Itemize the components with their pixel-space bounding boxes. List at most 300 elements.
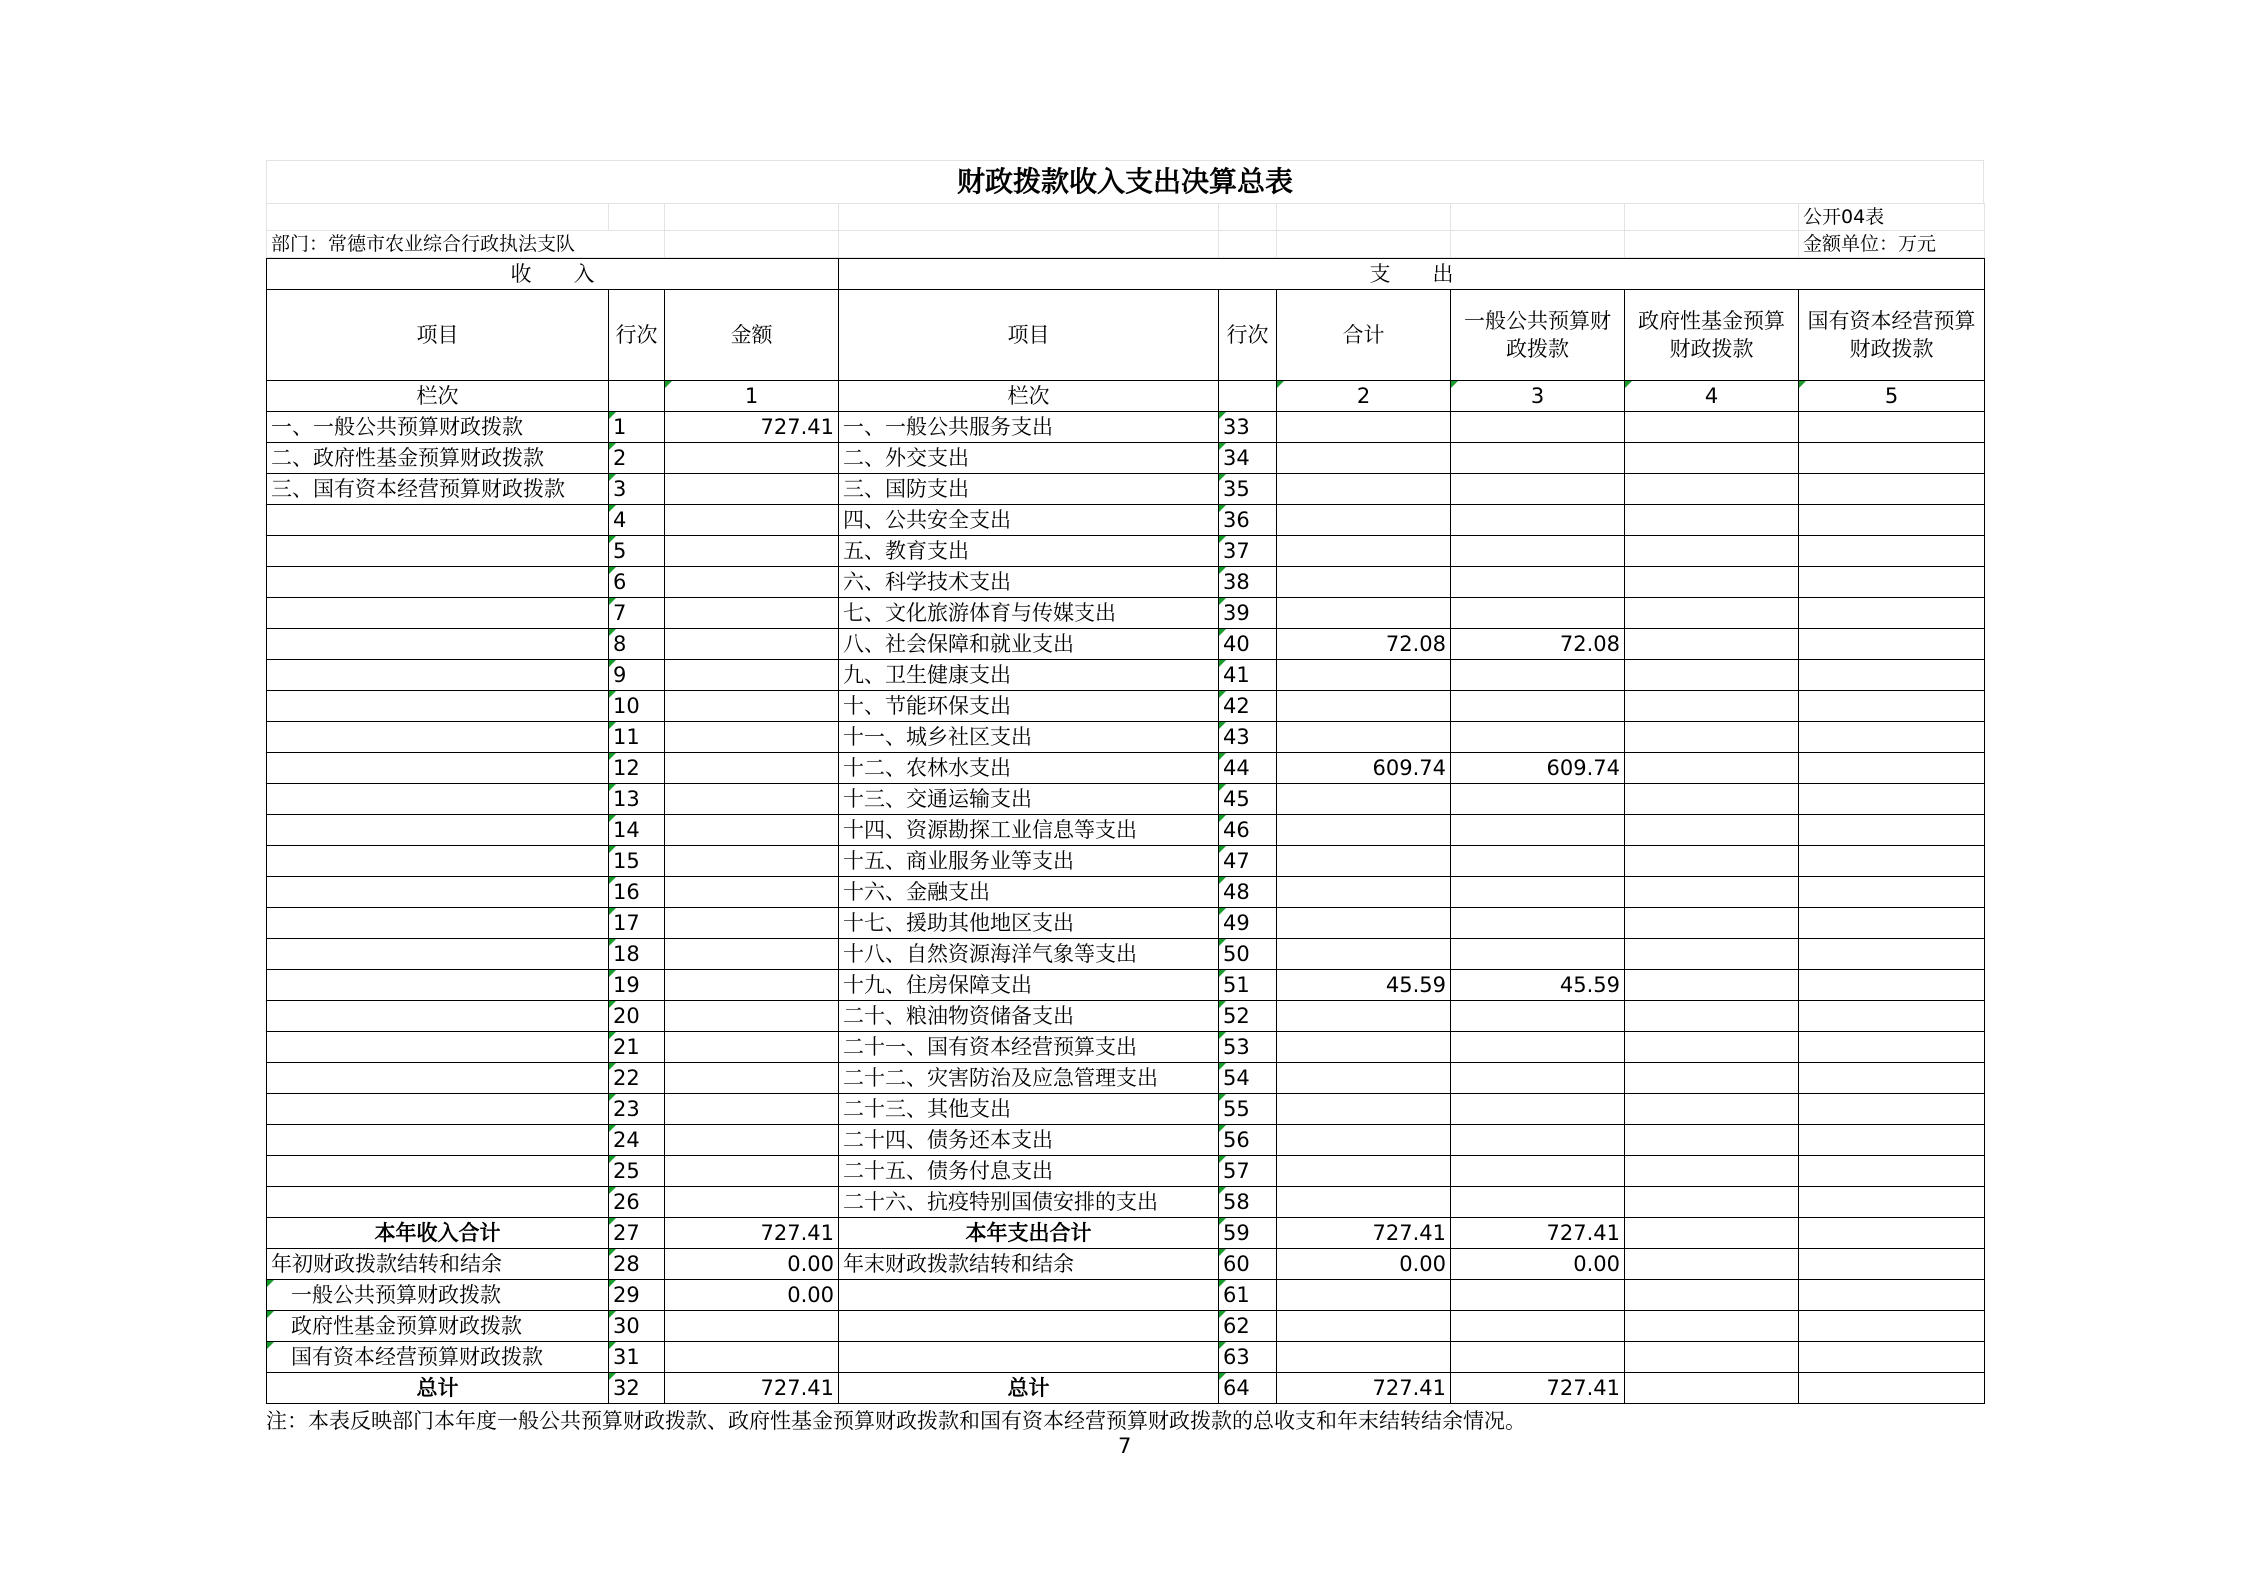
cell-general <box>1451 1187 1625 1218</box>
cell-in-amt: 727.41 <box>665 412 839 443</box>
cell-state <box>1799 660 1985 691</box>
table-row <box>267 970 1985 1001</box>
cell-in-no: 11 <box>609 722 665 753</box>
cell-ex-no: 49 <box>1219 908 1277 939</box>
cell-total <box>1277 505 1451 536</box>
sub1-no: 29 <box>609 1280 665 1311</box>
cell-ex-item: 二十三、其他支出 <box>839 1094 1219 1125</box>
cell-in-no: 16 <box>609 877 665 908</box>
cell-ex-no: 42 <box>1219 691 1277 722</box>
cell-ex-item: 八、社会保障和就业支出 <box>839 629 1219 660</box>
expense-total-no: 59 <box>1219 1218 1277 1249</box>
cell-total <box>1277 412 1451 443</box>
cell-in-amt <box>665 536 839 567</box>
cell-fund <box>1625 939 1799 970</box>
cell-ex-item: 二十二、灾害防治及应急管理支出 <box>839 1063 1219 1094</box>
cell-general <box>1451 846 1625 877</box>
table-row <box>267 629 1985 660</box>
cell-state <box>1799 722 1985 753</box>
cell-state <box>1799 939 1985 970</box>
expense-total-label: 本年支出合计 <box>839 1218 1219 1249</box>
cell-total <box>1277 908 1451 939</box>
main-table <box>266 258 1985 1404</box>
cell-ex-no: 35 <box>1219 474 1277 505</box>
cell-in-amt <box>665 1063 839 1094</box>
cell-fund <box>1625 443 1799 474</box>
cell-in-no: 10 <box>609 691 665 722</box>
cell-general <box>1451 1032 1625 1063</box>
report-title: 财政拨款收入支出决算总表 <box>266 160 1984 203</box>
cell-in-item <box>267 908 609 939</box>
cell-ex-item: 九、卫生健康支出 <box>839 660 1219 691</box>
table-row <box>267 1001 1985 1032</box>
grand-total-ex-label: 总计 <box>839 1373 1219 1404</box>
cell-total <box>1277 784 1451 815</box>
cell-ex-item: 一、一般公共服务支出 <box>839 412 1219 443</box>
cell-in-amt <box>665 970 839 1001</box>
cell-in-item <box>267 815 609 846</box>
cell-in-no: 21 <box>609 1032 665 1063</box>
cell-ex-no: 39 <box>1219 598 1277 629</box>
cell-state <box>1799 567 1985 598</box>
col-index-2: 2 <box>1277 381 1451 412</box>
table-row <box>267 660 1985 691</box>
table-row <box>267 1156 1985 1187</box>
cell-total <box>1277 1187 1451 1218</box>
table-row <box>267 846 1985 877</box>
cell-general <box>1451 443 1625 474</box>
cell-in-amt <box>665 691 839 722</box>
grand-total-no: 32 <box>609 1373 665 1404</box>
cell-in-no: 8 <box>609 629 665 660</box>
table-row <box>267 412 1985 443</box>
cell-in-item <box>267 1032 609 1063</box>
carry-out-label: 年末财政拨款结转和结余 <box>839 1249 1219 1280</box>
cell-in-item <box>267 505 609 536</box>
cell-fund <box>1625 815 1799 846</box>
cell-fund <box>1625 1063 1799 1094</box>
cell-fund <box>1625 970 1799 1001</box>
cell-state <box>1799 691 1985 722</box>
table-row <box>267 536 1985 567</box>
cell-in-amt <box>665 815 839 846</box>
cell-in-amt <box>665 753 839 784</box>
cell-in-item <box>267 1094 609 1125</box>
sub2-no: 30 <box>609 1311 665 1342</box>
cell-in-no: 6 <box>609 567 665 598</box>
cell-fund <box>1625 660 1799 691</box>
cell-general <box>1451 939 1625 970</box>
cell-ex-item: 十五、商业服务业等支出 <box>839 846 1219 877</box>
cell-in-item: 三、国有资本经营预算财政拨款 <box>267 474 609 505</box>
expense-section-header: 支 出 <box>839 259 1985 290</box>
cell-total: 72.08 <box>1277 629 1451 660</box>
cell-in-no: 26 <box>609 1187 665 1218</box>
cell-general <box>1451 1125 1625 1156</box>
cell-total: 45.59 <box>1277 970 1451 1001</box>
cell-ex-no: 52 <box>1219 1001 1277 1032</box>
cell-in-item <box>267 660 609 691</box>
unit-label: 金额单位：万元 <box>1799 231 1985 258</box>
cell-total <box>1277 1156 1451 1187</box>
cell-in-no: 17 <box>609 908 665 939</box>
income-section-header: 收 入 <box>267 259 839 290</box>
cell-fund <box>1625 412 1799 443</box>
cell-ex-item: 十三、交通运输支出 <box>839 784 1219 815</box>
cell-in-amt <box>665 1156 839 1187</box>
cell-general <box>1451 505 1625 536</box>
cell-in-item <box>267 1063 609 1094</box>
cell-in-item <box>267 970 609 1001</box>
cell-in-amt <box>665 1187 839 1218</box>
cell-fund <box>1625 1125 1799 1156</box>
expense-total-general: 727.41 <box>1451 1218 1625 1249</box>
cell-ex-no: 43 <box>1219 722 1277 753</box>
header-general: 一般公共预算财政拨款 <box>1451 290 1625 381</box>
cell-ex-no: 55 <box>1219 1094 1277 1125</box>
sub2-label: 政府性基金预算财政拨款 <box>267 1311 609 1342</box>
cell-in-item <box>267 536 609 567</box>
cell-fund <box>1625 784 1799 815</box>
cell-in-no: 4 <box>609 505 665 536</box>
report-sheet <box>266 160 1984 1404</box>
cell-in-item <box>267 846 609 877</box>
table-body <box>267 412 1985 1218</box>
cell-ex-no: 46 <box>1219 815 1277 846</box>
cell-general: 72.08 <box>1451 629 1625 660</box>
cell-in-no: 9 <box>609 660 665 691</box>
department-label: 部门：常德市农业综合行政执法支队 <box>267 231 665 258</box>
cell-fund <box>1625 691 1799 722</box>
cell-in-no: 14 <box>609 815 665 846</box>
cell-in-amt <box>665 629 839 660</box>
carry-out-general: 0.00 <box>1451 1249 1625 1280</box>
cell-in-no: 15 <box>609 846 665 877</box>
cell-in-no: 1 <box>609 412 665 443</box>
cell-ex-no: 50 <box>1219 939 1277 970</box>
cell-in-no: 22 <box>609 1063 665 1094</box>
cell-general <box>1451 815 1625 846</box>
cell-in-amt <box>665 1032 839 1063</box>
cell-general <box>1451 412 1625 443</box>
cell-in-item <box>267 877 609 908</box>
cell-in-item <box>267 598 609 629</box>
cell-fund <box>1625 505 1799 536</box>
cell-state <box>1799 1063 1985 1094</box>
grand-total: 727.41 <box>1277 1373 1451 1404</box>
cell-total <box>1277 939 1451 970</box>
cell-general: 45.59 <box>1451 970 1625 1001</box>
carry-in-amount: 0.00 <box>665 1249 839 1280</box>
cell-ex-no: 38 <box>1219 567 1277 598</box>
table-row <box>267 691 1985 722</box>
cell-fund <box>1625 1094 1799 1125</box>
cell-state <box>1799 505 1985 536</box>
cell-in-item <box>267 1156 609 1187</box>
cell-total <box>1277 877 1451 908</box>
cell-in-amt <box>665 908 839 939</box>
table-row <box>267 598 1985 629</box>
cell-ex-item: 十六、金融支出 <box>839 877 1219 908</box>
cell-fund <box>1625 567 1799 598</box>
cell-ex-no: 34 <box>1219 443 1277 474</box>
cell-total <box>1277 474 1451 505</box>
cell-in-no: 18 <box>609 939 665 970</box>
cell-in-no: 3 <box>609 474 665 505</box>
cell-total <box>1277 443 1451 474</box>
table-row <box>267 722 1985 753</box>
cell-general <box>1451 1094 1625 1125</box>
cell-in-no: 23 <box>609 1094 665 1125</box>
cell-in-no: 19 <box>609 970 665 1001</box>
cell-general <box>1451 536 1625 567</box>
header-income-item: 项目 <box>267 290 609 381</box>
cell-state <box>1799 753 1985 784</box>
cell-total <box>1277 1063 1451 1094</box>
cell-ex-item: 二十、粮油物资储备支出 <box>839 1001 1219 1032</box>
cell-ex-item: 十四、资源勘探工业信息等支出 <box>839 815 1219 846</box>
cell-fund <box>1625 753 1799 784</box>
cell-general <box>1451 784 1625 815</box>
cell-total <box>1277 1032 1451 1063</box>
cell-in-no: 7 <box>609 598 665 629</box>
cell-in-item: 一、一般公共预算财政拨款 <box>267 412 609 443</box>
cell-state <box>1799 598 1985 629</box>
table-row <box>267 474 1985 505</box>
table-row <box>267 1063 1985 1094</box>
cell-state <box>1799 815 1985 846</box>
cell-ex-item: 十一、城乡社区支出 <box>839 722 1219 753</box>
table-row <box>267 1094 1985 1125</box>
cell-ex-no: 47 <box>1219 846 1277 877</box>
col-index-label: 栏次 <box>267 381 609 412</box>
form-number: 公开04表 <box>1799 204 1985 231</box>
cell-ex-item: 二十一、国有资本经营预算支出 <box>839 1032 1219 1063</box>
cell-state <box>1799 1156 1985 1187</box>
col-index-3: 3 <box>1451 381 1625 412</box>
carry-out-no: 60 <box>1219 1249 1277 1280</box>
cell-in-item <box>267 784 609 815</box>
cell-in-amt <box>665 598 839 629</box>
cell-state <box>1799 1187 1985 1218</box>
cell-general <box>1451 567 1625 598</box>
cell-general <box>1451 1001 1625 1032</box>
cell-state <box>1799 1094 1985 1125</box>
carry-in-no: 28 <box>609 1249 665 1280</box>
cell-fund <box>1625 1032 1799 1063</box>
cell-fund <box>1625 629 1799 660</box>
cell-in-amt <box>665 1094 839 1125</box>
expense-total: 727.41 <box>1277 1218 1451 1249</box>
meta-table <box>266 203 1985 258</box>
cell-fund <box>1625 846 1799 877</box>
cell-general: 609.74 <box>1451 753 1625 784</box>
sub3-ex-no: 63 <box>1219 1342 1277 1373</box>
cell-ex-no: 53 <box>1219 1032 1277 1063</box>
carry-out-total: 0.00 <box>1277 1249 1451 1280</box>
cell-in-amt <box>665 474 839 505</box>
sub2-ex-no: 62 <box>1219 1311 1277 1342</box>
header-state: 国有资本经营预算财政拨款 <box>1799 290 1985 381</box>
cell-ex-no: 44 <box>1219 753 1277 784</box>
grand-total-ex-no: 64 <box>1219 1373 1277 1404</box>
cell-ex-item: 二、外交支出 <box>839 443 1219 474</box>
cell-in-item <box>267 691 609 722</box>
cell-ex-item: 十、节能环保支出 <box>839 691 1219 722</box>
table-row <box>267 939 1985 970</box>
cell-fund <box>1625 1187 1799 1218</box>
grand-total-amount: 727.41 <box>665 1373 839 1404</box>
cell-fund <box>1625 1001 1799 1032</box>
header-fund: 政府性基金预算财政拨款 <box>1625 290 1799 381</box>
cell-ex-item: 六、科学技术支出 <box>839 567 1219 598</box>
cell-in-item <box>267 939 609 970</box>
cell-in-amt <box>665 784 839 815</box>
cell-general <box>1451 660 1625 691</box>
table-row <box>267 815 1985 846</box>
table-row <box>267 908 1985 939</box>
cell-state <box>1799 908 1985 939</box>
cell-state <box>1799 846 1985 877</box>
cell-in-item <box>267 1187 609 1218</box>
table-row <box>267 784 1985 815</box>
cell-total: 609.74 <box>1277 753 1451 784</box>
cell-state <box>1799 1125 1985 1156</box>
cell-total <box>1277 660 1451 691</box>
cell-total <box>1277 722 1451 753</box>
cell-ex-no: 40 <box>1219 629 1277 660</box>
cell-ex-no: 57 <box>1219 1156 1277 1187</box>
cell-general <box>1451 474 1625 505</box>
income-total-amount: 727.41 <box>665 1218 839 1249</box>
cell-in-item <box>267 722 609 753</box>
cell-in-no: 12 <box>609 753 665 784</box>
grand-total-label: 总计 <box>267 1373 609 1404</box>
cell-in-amt <box>665 722 839 753</box>
cell-in-item: 二、政府性基金预算财政拨款 <box>267 443 609 474</box>
cell-total <box>1277 1125 1451 1156</box>
cell-ex-item: 十七、援助其他地区支出 <box>839 908 1219 939</box>
cell-state <box>1799 877 1985 908</box>
table-row <box>267 505 1985 536</box>
cell-ex-no: 56 <box>1219 1125 1277 1156</box>
cell-ex-no: 36 <box>1219 505 1277 536</box>
cell-ex-item: 十八、自然资源海洋气象等支出 <box>839 939 1219 970</box>
col-index-5: 5 <box>1799 381 1985 412</box>
cell-total <box>1277 598 1451 629</box>
table-row <box>267 567 1985 598</box>
cell-ex-item: 七、文化旅游体育与传媒支出 <box>839 598 1219 629</box>
cell-total <box>1277 536 1451 567</box>
sub1-label: 一般公共预算财政拨款 <box>267 1280 609 1311</box>
col-index-1: 1 <box>665 381 839 412</box>
cell-total <box>1277 567 1451 598</box>
cell-general <box>1451 877 1625 908</box>
cell-ex-item: 五、教育支出 <box>839 536 1219 567</box>
cell-in-amt <box>665 443 839 474</box>
cell-in-item <box>267 753 609 784</box>
cell-state <box>1799 412 1985 443</box>
cell-general <box>1451 908 1625 939</box>
income-total-no: 27 <box>609 1218 665 1249</box>
cell-general <box>1451 722 1625 753</box>
cell-total <box>1277 691 1451 722</box>
cell-state <box>1799 1001 1985 1032</box>
cell-ex-item: 二十四、债务还本支出 <box>839 1125 1219 1156</box>
table-row <box>267 1125 1985 1156</box>
cell-ex-item: 十九、住房保障支出 <box>839 970 1219 1001</box>
sub3-no: 31 <box>609 1342 665 1373</box>
cell-state <box>1799 970 1985 1001</box>
cell-total <box>1277 1001 1451 1032</box>
sub1-ex-no: 61 <box>1219 1280 1277 1311</box>
cell-total <box>1277 846 1451 877</box>
cell-ex-no: 41 <box>1219 660 1277 691</box>
table-row <box>267 443 1985 474</box>
cell-fund <box>1625 722 1799 753</box>
cell-total <box>1277 815 1451 846</box>
cell-fund <box>1625 536 1799 567</box>
cell-ex-no: 58 <box>1219 1187 1277 1218</box>
header-income-row-no: 行次 <box>609 290 665 381</box>
summary-body <box>267 1218 1985 1404</box>
cell-in-amt <box>665 567 839 598</box>
cell-ex-no: 33 <box>1219 412 1277 443</box>
cell-state <box>1799 536 1985 567</box>
cell-ex-no: 45 <box>1219 784 1277 815</box>
cell-fund <box>1625 1156 1799 1187</box>
cell-in-no: 25 <box>609 1156 665 1187</box>
table-row <box>267 1187 1985 1218</box>
cell-fund <box>1625 877 1799 908</box>
cell-in-amt <box>665 505 839 536</box>
cell-general <box>1451 1063 1625 1094</box>
cell-ex-item: 十二、农林水支出 <box>839 753 1219 784</box>
cell-in-no: 24 <box>609 1125 665 1156</box>
cell-in-item <box>267 1001 609 1032</box>
cell-fund <box>1625 598 1799 629</box>
cell-ex-no: 51 <box>1219 970 1277 1001</box>
cell-total <box>1277 1094 1451 1125</box>
cell-in-no: 13 <box>609 784 665 815</box>
cell-state <box>1799 474 1985 505</box>
cell-in-amt <box>665 1001 839 1032</box>
grand-total-general: 727.41 <box>1451 1373 1625 1404</box>
table-row <box>267 877 1985 908</box>
cell-state <box>1799 443 1985 474</box>
carry-in-label: 年初财政拨款结转和结余 <box>267 1249 609 1280</box>
cell-in-no: 2 <box>609 443 665 474</box>
cell-general <box>1451 1156 1625 1187</box>
cell-in-item <box>267 1125 609 1156</box>
header-total: 合计 <box>1277 290 1451 381</box>
cell-in-amt <box>665 877 839 908</box>
cell-ex-no: 48 <box>1219 877 1277 908</box>
cell-in-no: 20 <box>609 1001 665 1032</box>
page-number: 7 <box>1118 1434 1132 1458</box>
col-index-4: 4 <box>1625 381 1799 412</box>
cell-in-amt <box>665 939 839 970</box>
header-expense-item: 项目 <box>839 290 1219 381</box>
table-row <box>267 753 1985 784</box>
header-expense-row-no: 行次 <box>1219 290 1277 381</box>
cell-ex-no: 54 <box>1219 1063 1277 1094</box>
cell-in-amt <box>665 1125 839 1156</box>
cell-state <box>1799 784 1985 815</box>
cell-in-amt <box>665 660 839 691</box>
cell-in-item <box>267 567 609 598</box>
col-index-exp-label: 栏次 <box>839 381 1219 412</box>
